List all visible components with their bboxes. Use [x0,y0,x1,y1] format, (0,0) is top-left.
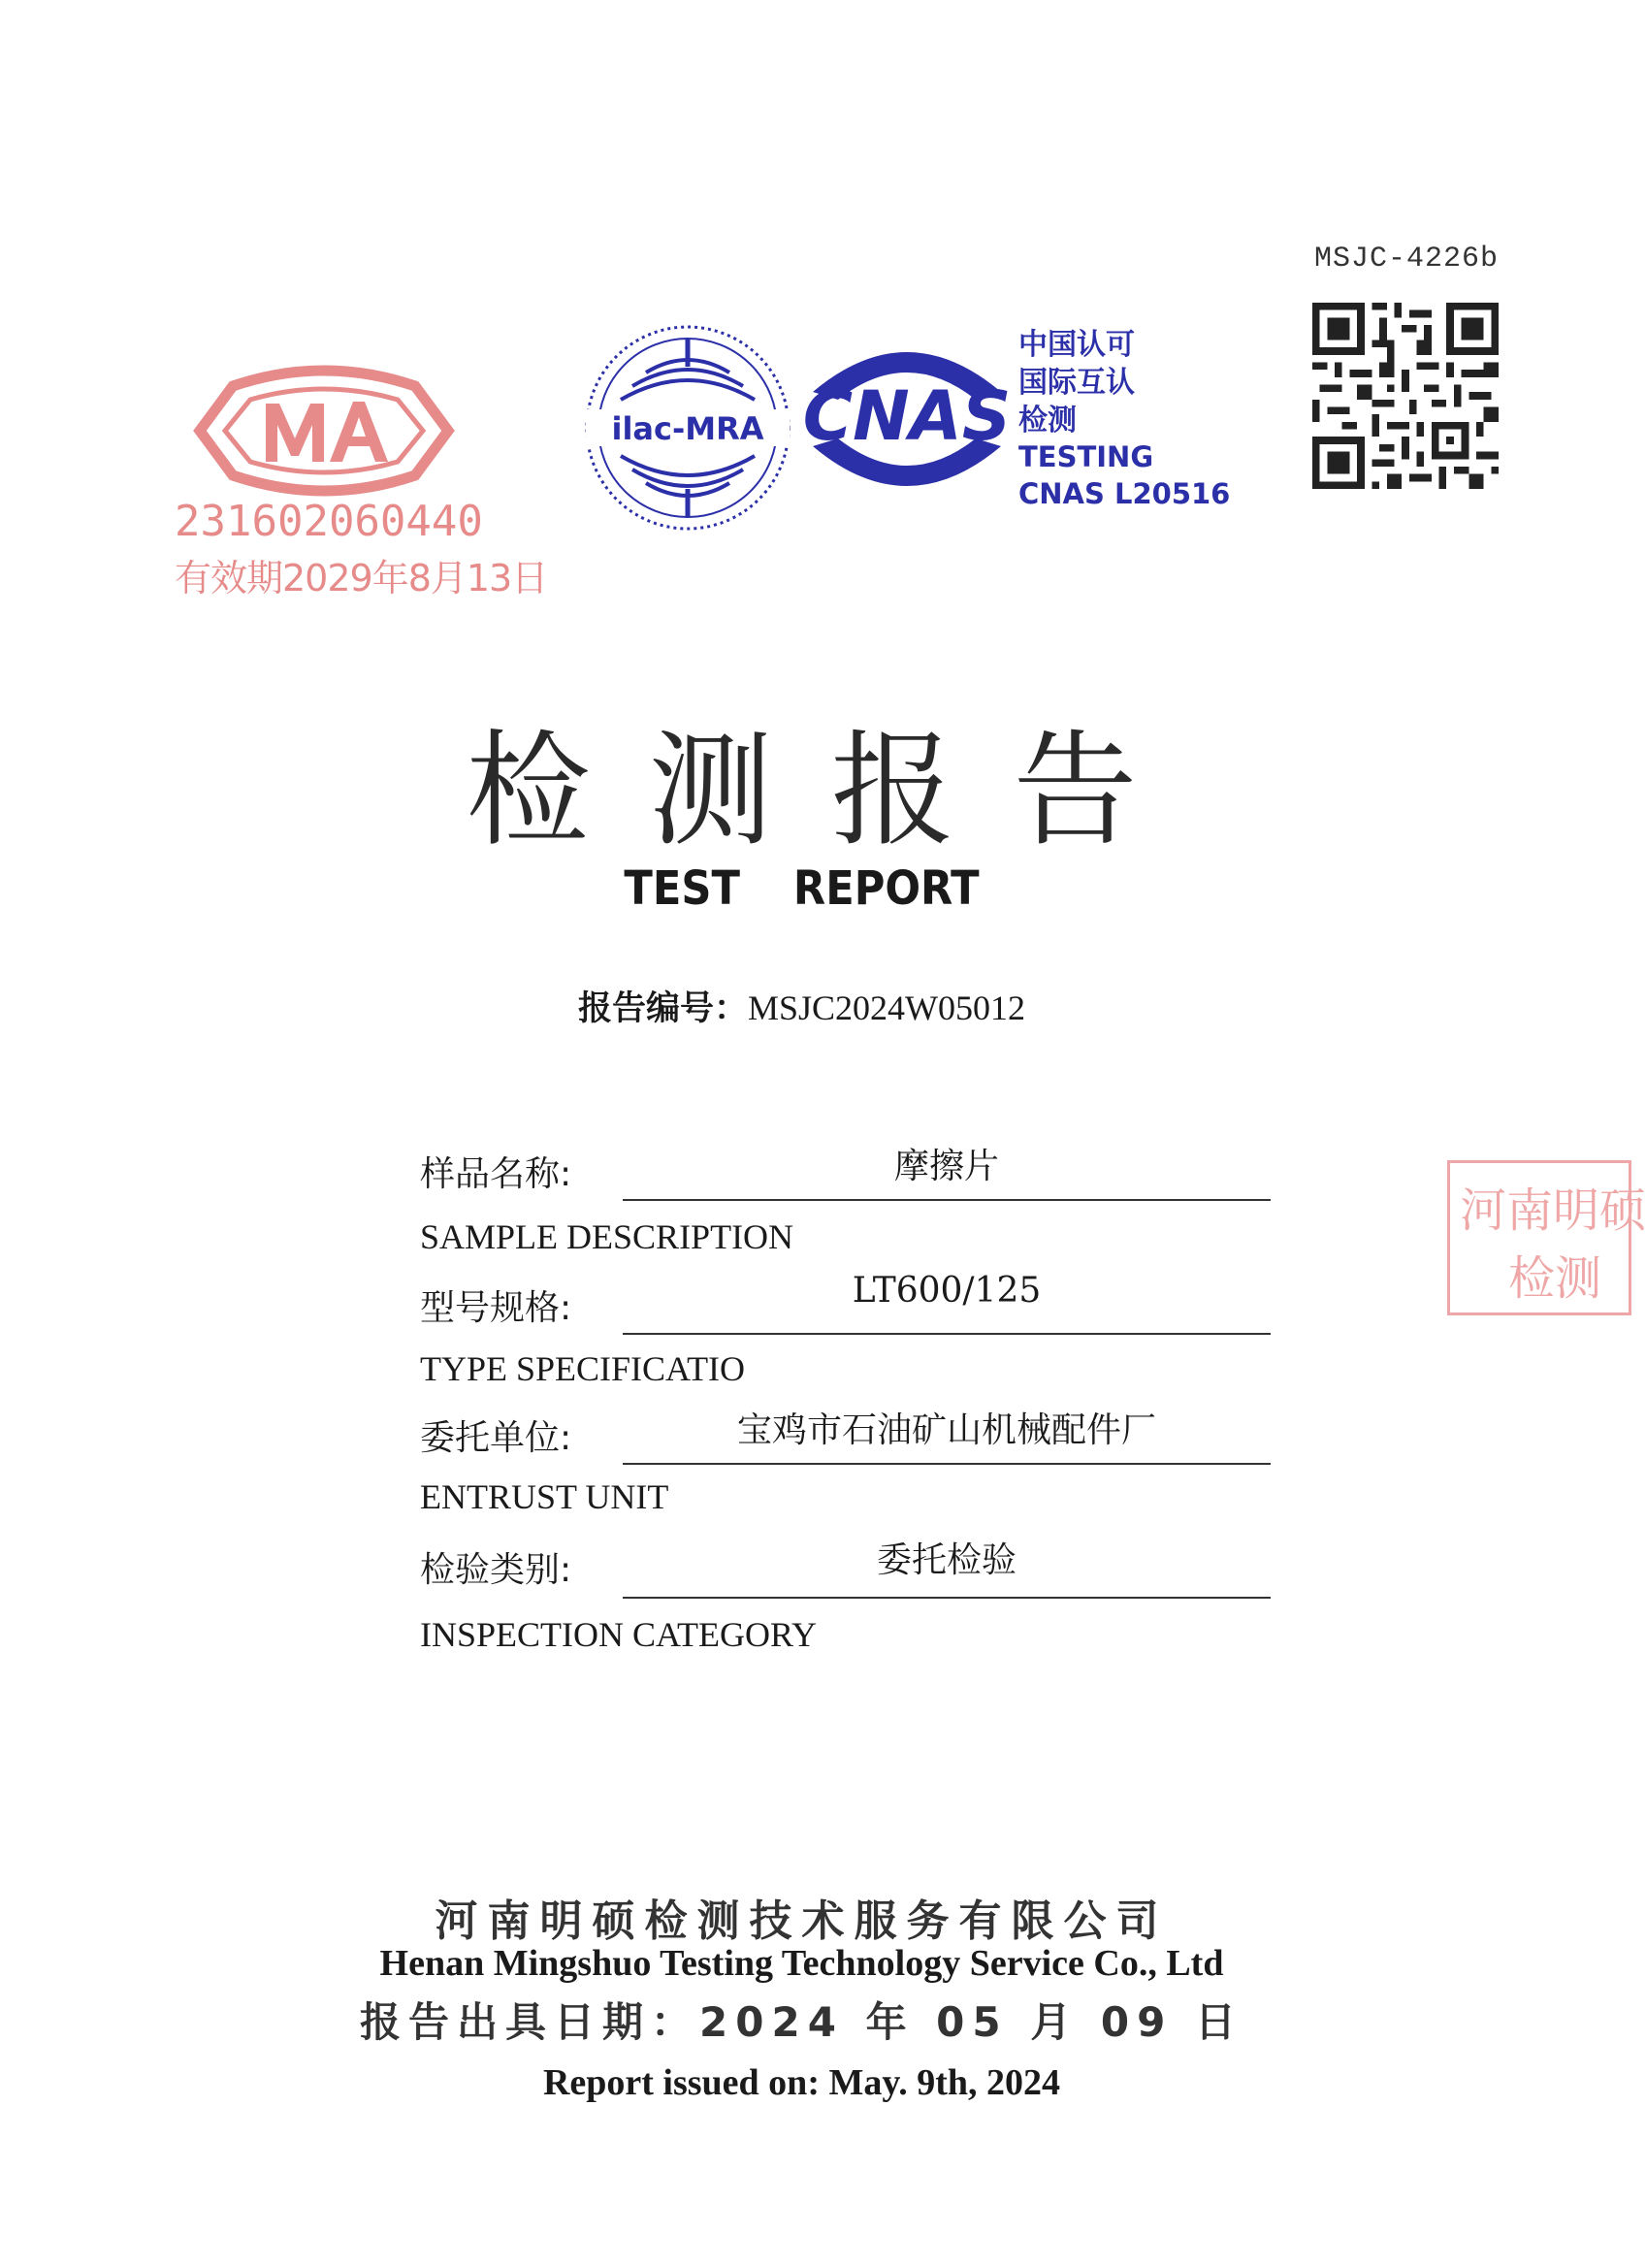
cnas-line-4: TESTING [1018,440,1154,473]
cnas-line-2: 国际互认 [1018,366,1135,400]
report-number-label: 报告编号： [577,989,748,1028]
company-name-en: Henan Mingshuo Testing Technology Service Co., Ltd [379,1943,1224,1984]
category-underline [623,1597,1271,1599]
svg-text:CNAS: CNAS [802,376,1012,456]
entrust-value: 宝鸡市石油矿山机械配件厂 [736,1410,1156,1450]
form-code: MSJC-4226b [1314,243,1500,275]
category-value: 委托检验 [876,1540,1017,1580]
seal-line-2: 检测 [1508,1251,1602,1306]
entrust-label-en: ENTRUST UNIT [420,1477,669,1516]
cma-validity: 有效期2029年8月13日 [175,557,548,599]
svg-text:ilac-MRA: ilac-MRA [611,410,764,447]
seal-line-1: 河南明硕 [1460,1183,1646,1238]
category-label-en: INSPECTION CATEGORY [420,1615,818,1654]
entrust-underline [623,1463,1271,1465]
cma-logo [194,367,454,495]
sample-label: 样品名称: [420,1154,572,1194]
type-label: 型号规格: [420,1288,572,1328]
cnas-line-3: 检测 [1018,404,1077,437]
ilac-mra-logo [582,322,793,534]
cnas-logo [786,332,1028,506]
issue-date-zh: 报告出具日期：2024 年 05 月 09 日 [360,1998,1243,2046]
entrust-label: 委托单位: [420,1418,572,1458]
cma-number: 231602060440 [175,497,483,546]
company-name-zh: 河南明硕检测技术服务有限公司 [435,1896,1169,1946]
report-number-value: MSJC2024W05012 [747,988,1026,1027]
category-label: 检验类别: [420,1550,572,1590]
cnas-line-5: CNAS L20516 [1018,476,1231,510]
sample-value: 摩擦片 [893,1147,999,1186]
company-seal-partial [1447,1160,1646,1315]
sample-label-en: SAMPLE DESCRIPTION [420,1217,794,1256]
cnas-line-1: 中国认可 [1018,328,1135,362]
report-title-zh: 检测报告 [466,719,1196,863]
cnas-side-text [1018,326,1230,512]
report-title-en: TEST REPORT [624,861,980,916]
sample-underline [623,1199,1271,1201]
report-number [0,982,1603,1030]
qr-code [1312,303,1499,489]
type-label-en: TYPE SPECIFICATIO [420,1349,746,1388]
type-value: LT600/125 [852,1271,1042,1311]
type-underline [623,1333,1271,1335]
issue-date-en: Report issued on: May. 9th, 2024 [542,2062,1061,2103]
